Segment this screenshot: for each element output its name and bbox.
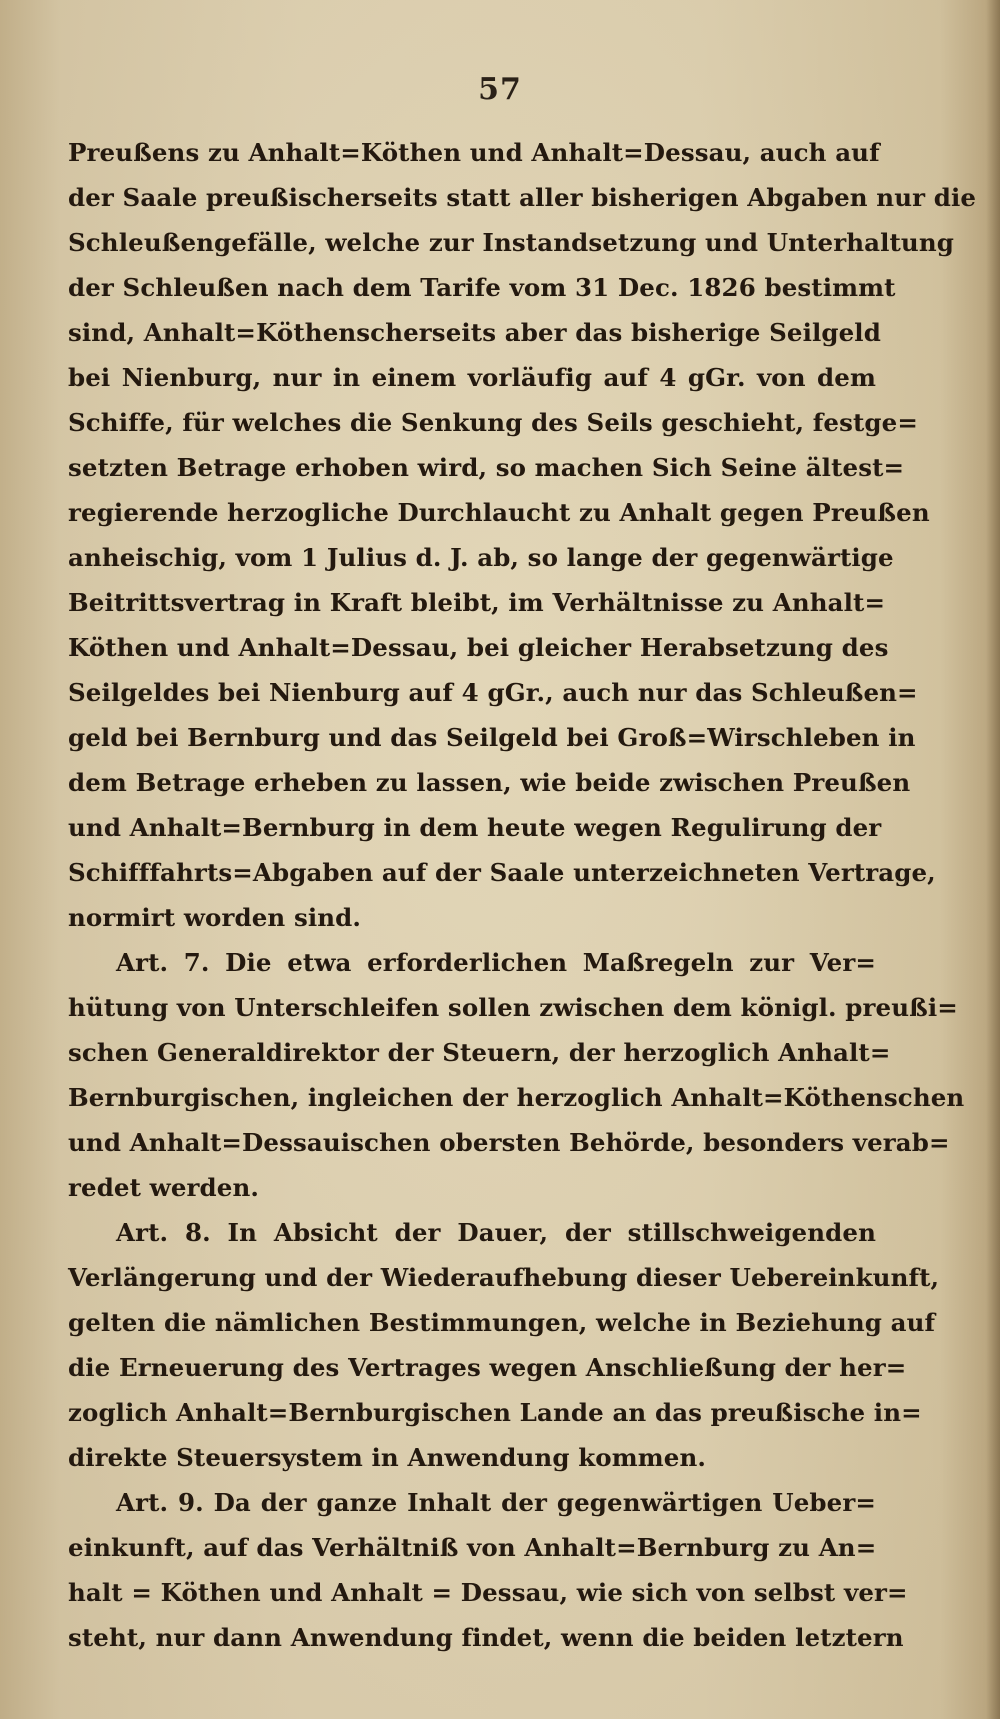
text-line: bei Nienburg, nur in einem vorläufig auf 4 gGr. von dem: [68, 363, 876, 392]
text-line: der Schleußen nach dem Tarife vom 31 Dec. 1826 bestimmt: [68, 273, 896, 302]
page-number: 57: [478, 72, 522, 107]
text-line: der Saale preußischerseits statt aller bisherigen Abgaben nur die: [68, 183, 977, 212]
text-line: Verlängerung und der Wiederaufhebung dieser Uebereinkunft,: [68, 1263, 940, 1292]
article-9-heading-line: Art. 9. Da der ganze Inhalt der gegenwärtigen Ueber=: [116, 1488, 876, 1517]
text-line: geld bei Bernburg und das Seilgeld bei Groß=Wirschleben in: [68, 723, 916, 752]
text-line: Schifffahrts=Abgaben auf der Saale unterzeichneten Vertrage,: [68, 858, 936, 887]
text-line: Seilgeldes bei Nienburg auf 4 gGr., auch nur das Schleußen=: [68, 678, 918, 707]
text-line: hütung von Unterschleifen sollen zwischen dem königl. preußi=: [68, 993, 958, 1022]
text-line: steht, nur dann Anwendung findet, wenn die beiden letztern: [68, 1623, 904, 1652]
text-line: einkunft, auf das Verhältniß von Anhalt=Bernburg zu An=: [68, 1533, 877, 1562]
text-line: normirt worden sind.: [68, 903, 362, 932]
page-edge-shadow: [986, 0, 1000, 1719]
text-line: Köthen und Anhalt=Dessau, bei gleicher Herabsetzung des: [68, 633, 889, 662]
text-line: anheischig, vom 1 Julius d. J. ab, so lange der gegenwärtige: [68, 543, 894, 572]
text-line: Preußens zu Anhalt=Köthen und Anhalt=Dessau, auch auf: [68, 138, 880, 167]
text-line: schen Generaldirektor der Steuern, der herzoglich Anhalt=: [68, 1038, 891, 1067]
text-line: Schiffe, für welches die Senkung des Seils geschieht, festge=: [68, 408, 918, 437]
text-line: und Anhalt=Bernburg in dem heute wegen Regulirung der: [68, 813, 882, 842]
text-line: Beitrittsvertrag in Kraft bleibt, im Verhältnisse zu Anhalt=: [68, 588, 886, 617]
text-line: gelten die nämlichen Bestimmungen, welche in Beziehung auf: [68, 1308, 936, 1337]
article-8-heading-line: Art. 8. In Absicht der Dauer, der stillschweigenden: [116, 1218, 876, 1247]
body-text: [68, 130, 977, 1660]
text-line: halt = Köthen und Anhalt = Dessau, wie sich von selbst ver=: [68, 1578, 908, 1607]
text-line: direkte Steuersystem in Anwendung kommen.: [68, 1443, 707, 1472]
article-7-heading-line: Art. 7. Die etwa erforderlichen Maßregeln zur Ver=: [116, 948, 876, 977]
text-line: dem Betrage erheben zu lassen, wie beide zwischen Preußen: [68, 768, 911, 797]
text-line: redet werden.: [68, 1173, 260, 1202]
text-line: sind, Anhalt=Köthenscherseits aber das bisherige Seilgeld: [68, 318, 881, 347]
text-line: Schleußengefälle, welche zur Instandsetzung und Unterhaltung: [68, 228, 954, 257]
text-line: regierende herzogliche Durchlaucht zu Anhalt gegen Preußen: [68, 498, 930, 527]
text-line: setzten Betrage erhoben wird, so machen Sich Seine ältest=: [68, 453, 905, 482]
text-line: und Anhalt=Dessauischen obersten Behörde, besonders verab=: [68, 1128, 950, 1157]
text-line: Bernburgischen, ingleichen der herzoglich Anhalt=Köthenschen: [68, 1083, 965, 1112]
text-line: die Erneuerung des Vertrages wegen Anschließung der her=: [68, 1353, 907, 1382]
text-line: zoglich Anhalt=Bernburgischen Lande an das preußische in=: [68, 1398, 922, 1427]
